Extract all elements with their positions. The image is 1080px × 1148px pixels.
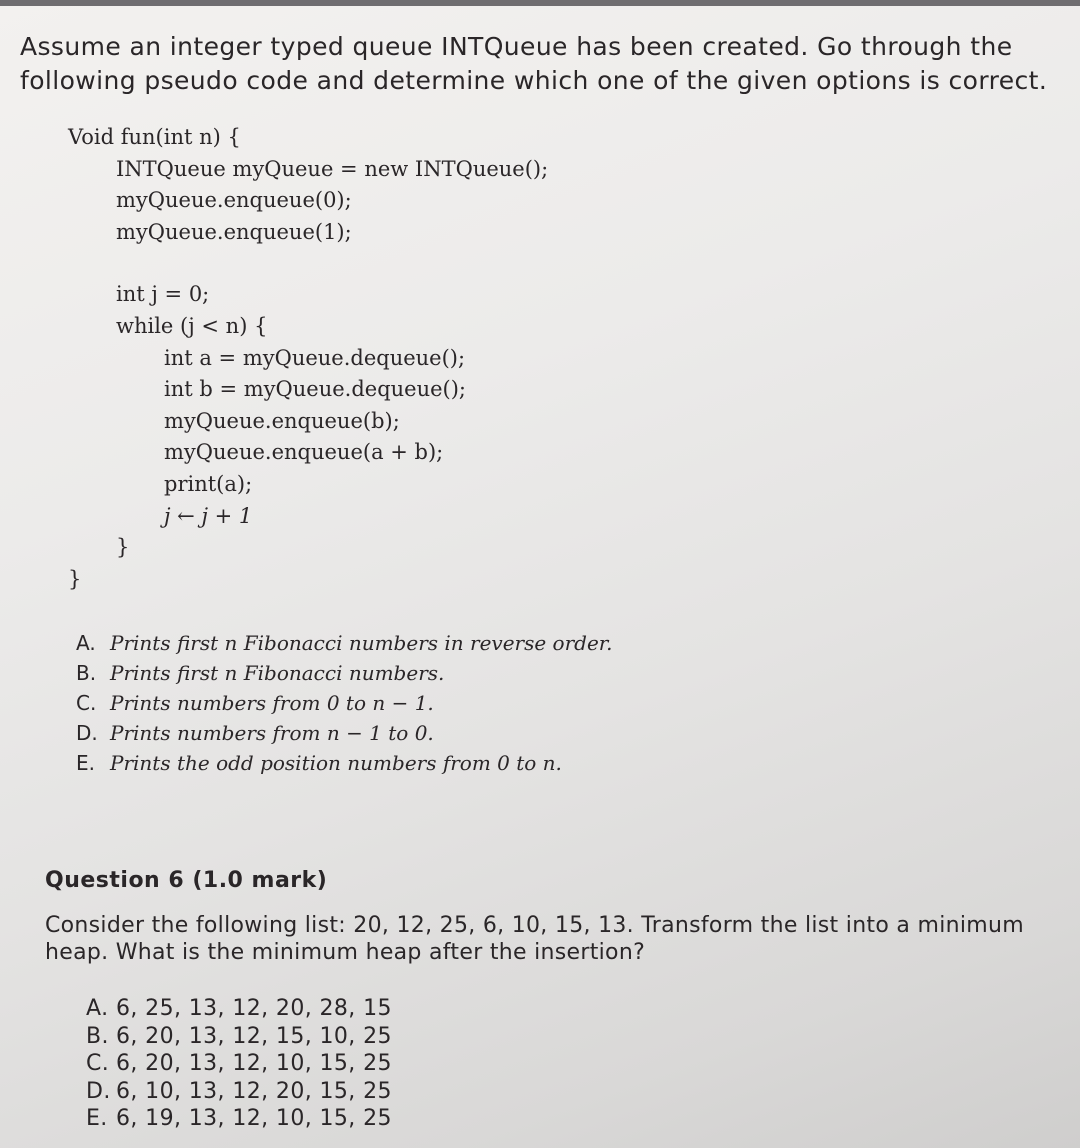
code-line: int j = 0;: [116, 282, 210, 307]
pseudo-code-block: [68, 122, 548, 595]
option-text: Prints first n Fibonacci numbers.: [110, 661, 445, 685]
code-blank-line: [68, 248, 548, 279]
option-text: 6, 20, 13, 12, 15, 10, 25: [116, 1023, 392, 1049]
top-edge-bar: [0, 0, 1080, 6]
question-5-prompt: Assume an integer typed queue INTQueue has been created. Go through the following pseudo code and determine which one of the given options is correct.: [20, 32, 1048, 95]
option-text: Prints first n Fibonacci numbers in reverse order.: [110, 631, 613, 655]
option-c[interactable]: [86, 1050, 392, 1078]
code-line: myQueue.enqueue(a + b);: [164, 440, 444, 465]
option-letter: A.: [86, 996, 109, 1021]
code-line: }: [116, 535, 130, 560]
code-line: myQueue.enqueue(0);: [116, 188, 352, 213]
option-b[interactable]: [76, 658, 613, 688]
option-letter: B.: [86, 1023, 109, 1049]
option-text: 6, 19, 13, 12, 10, 15, 25: [116, 1106, 392, 1131]
code-line: int b = myQueue.dequeue();: [164, 377, 466, 402]
code-line: myQueue.enqueue(b);: [164, 408, 400, 433]
option-text: Prints numbers from n − 1 to 0.: [110, 721, 434, 745]
option-letter: D.: [86, 1078, 111, 1104]
option-text: Prints numbers from 0 to n − 1.: [110, 691, 434, 715]
question-6-title: Question 6 (1.0 mark): [45, 868, 328, 893]
option-d[interactable]: [86, 1078, 392, 1106]
option-a[interactable]: [76, 628, 613, 658]
option-b[interactable]: [86, 1023, 392, 1051]
option-letter: E.: [86, 1106, 108, 1131]
question-6-options: [86, 995, 392, 1133]
code-line: }: [68, 566, 82, 591]
question-5-options: [76, 628, 613, 778]
code-line: Void fun(int n) {: [68, 125, 241, 149]
option-letter: E.: [76, 751, 95, 775]
option-d[interactable]: [76, 718, 613, 748]
option-e[interactable]: [76, 748, 613, 778]
option-letter: D.: [76, 721, 98, 745]
option-letter: A.: [76, 631, 96, 655]
option-c[interactable]: [76, 688, 613, 718]
option-text: 6, 10, 13, 12, 20, 15, 25: [116, 1078, 392, 1104]
code-line: print(a);: [164, 471, 253, 496]
question-6-prompt: Consider the following list: 20, 12, 25, 6, 10, 15, 13. Transform the list into a minimum heap. What is the minimum heap after the insertion?: [45, 913, 1024, 965]
code-line: int a = myQueue.dequeue();: [164, 345, 466, 370]
option-e[interactable]: [86, 1105, 392, 1133]
option-text: 6, 20, 13, 12, 10, 15, 25: [116, 1051, 392, 1076]
code-line: j ← j + 1: [164, 503, 253, 528]
option-text: Prints the odd position numbers from 0 to n.: [110, 751, 562, 775]
option-letter: B.: [76, 661, 97, 685]
option-letter: C.: [86, 1051, 110, 1076]
code-line: while (j < n) {: [116, 313, 268, 338]
code-line: myQueue.enqueue(1);: [116, 219, 352, 244]
option-text: 6, 25, 13, 12, 20, 28, 15: [116, 996, 392, 1021]
option-a[interactable]: [86, 995, 392, 1023]
code-line: INTQueue myQueue = new INTQueue();: [116, 156, 549, 181]
option-letter: C.: [76, 691, 97, 715]
